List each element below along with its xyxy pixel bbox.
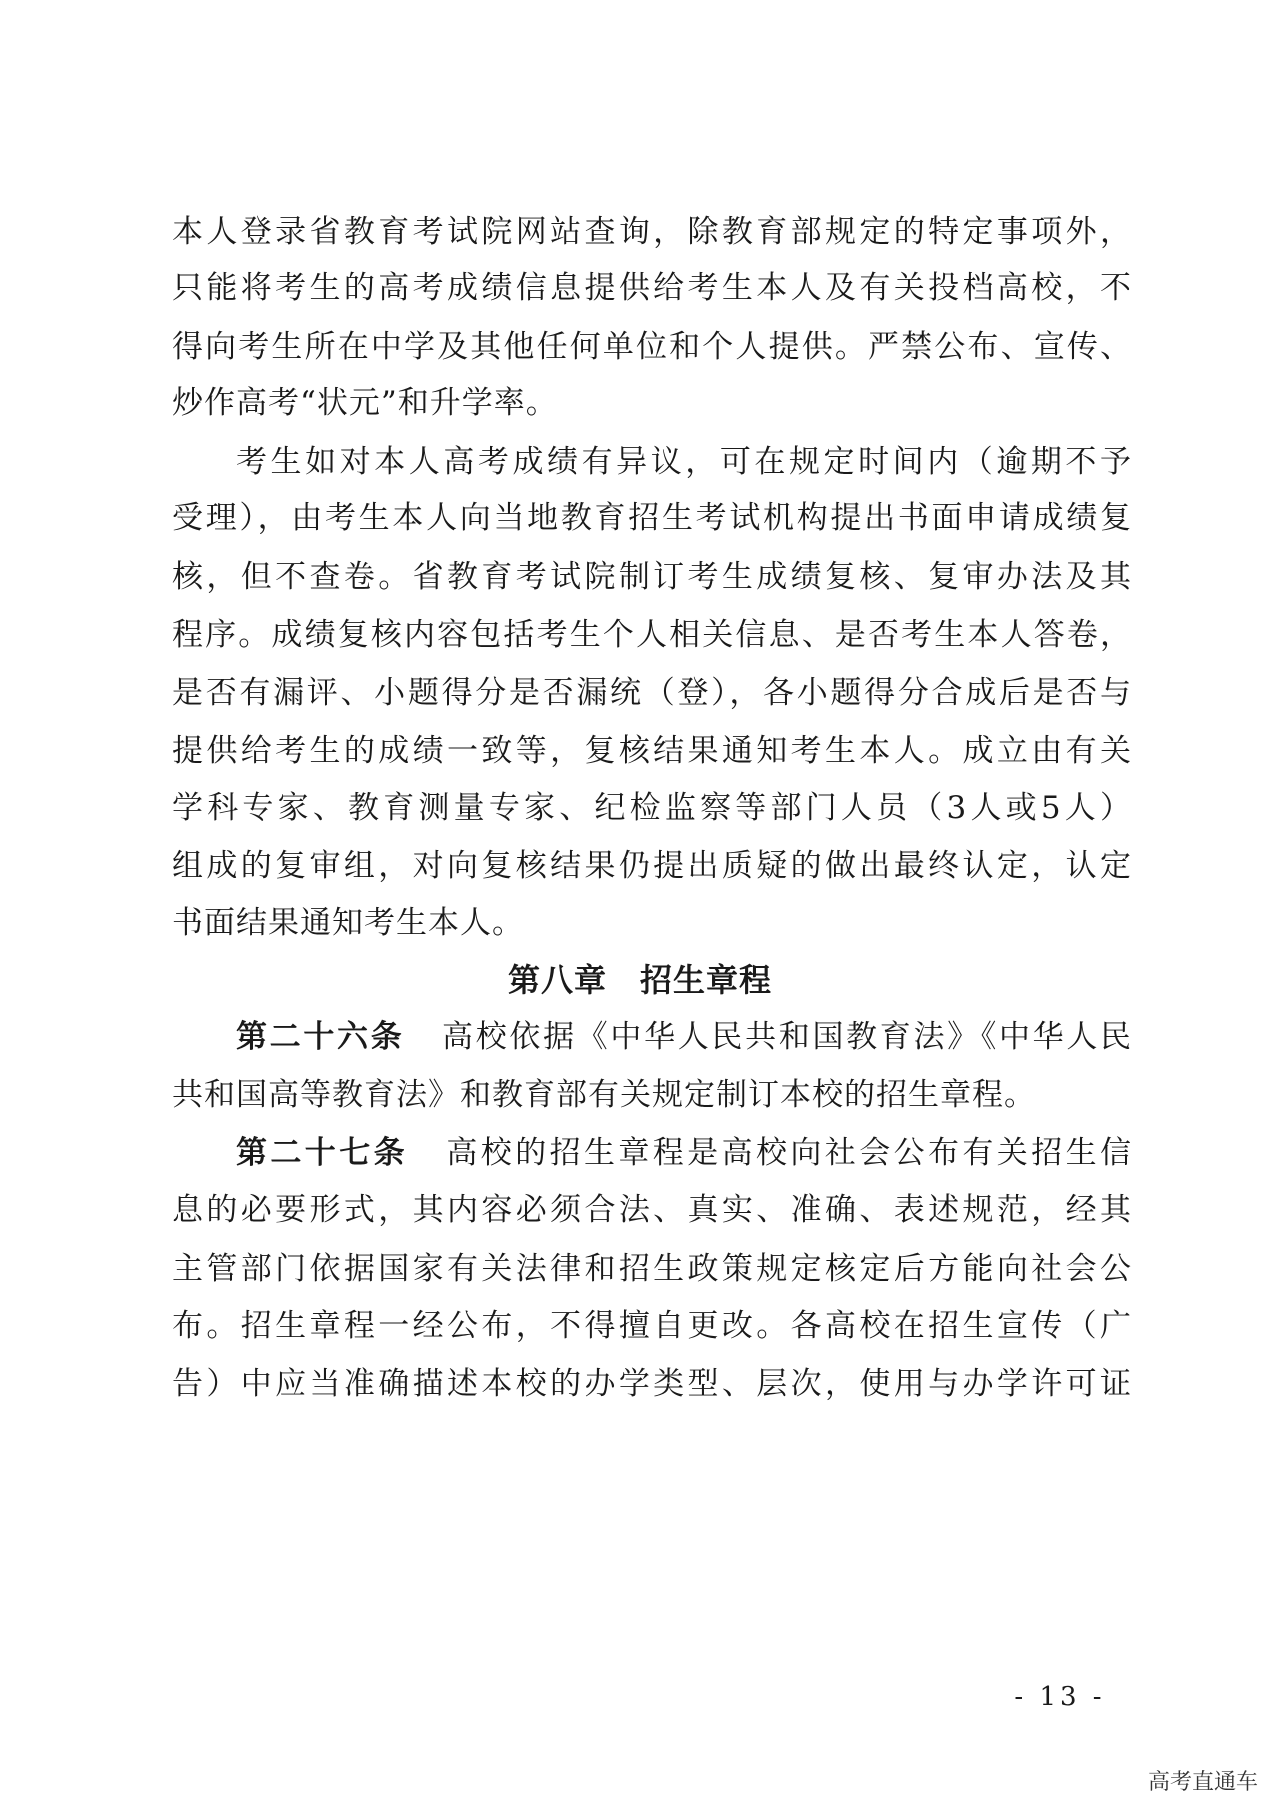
paragraph-line: 组成的复审组，对向复核结果仍提出质疑的做出最终认定，认定	[172, 848, 1132, 884]
article-title: 第二十七条	[236, 1135, 408, 1171]
paragraph-line: 只能将考生的高考成绩信息提供给考生本人及有关投档高校，不	[172, 270, 1132, 306]
paragraph-line: 炒作高考“状元”和升学率。	[172, 385, 558, 421]
paragraph-line: 主管部门依据国家有关法律和招生政策规定核定后方能向社会公	[172, 1251, 1132, 1287]
chapter-heading: 第八章 招生章程	[507, 961, 772, 999]
paragraph-line: 布。招生章程一经公布，不得擅自更改。各高校在招生宣传（广	[172, 1308, 1132, 1344]
paragraph-line: 受理），由考生本人向当地教育招生考试机构提出书面申请成绩复	[172, 500, 1132, 536]
page-number: - 13 -	[1014, 1682, 1106, 1712]
article-first-line	[236, 1133, 1132, 1173]
paragraph-line: 核，但不查卷。省教育考试院制订考生成绩复核、复审办法及其	[172, 559, 1132, 595]
article-text: 高校依据《中华人民共和国教育法》《中华人民	[440, 1019, 1133, 1055]
paragraph-line: 考生如对本人高考成绩有异议，可在规定时间内（逾期不予	[236, 444, 1132, 480]
article-first-line	[236, 1017, 1132, 1057]
article-title: 第二十六条	[236, 1019, 405, 1055]
paragraph-line: 告）中应当准确描述本校的办学类型、层次，使用与办学许可证	[172, 1366, 1132, 1402]
paragraph-line: 得向考生所在中学及其他任何单位和个人提供。严禁公布、宣传、	[172, 329, 1132, 365]
paragraph-line: 共和国高等教育法》和教育部有关规定制订本校的招生章程。	[172, 1077, 1036, 1113]
paragraph-line: 提供给考生的成绩一致等，复核结果通知考生本人。成立由有关	[172, 733, 1132, 769]
paragraph-line: 是否有漏评、小题得分是否漏统（登），各小题得分合成后是否与	[172, 675, 1132, 711]
paragraph-line: 学科专家、教育测量专家、纪检监察等部门人员（3人或5人）	[172, 790, 1132, 826]
article-text: 高校的招生章程是高校向社会公布有关招生信	[444, 1135, 1132, 1171]
paragraph-line: 息的必要形式，其内容必须合法、真实、准确、表述规范，经其	[172, 1192, 1132, 1228]
paragraph-line: 程序。成绩复核内容包括考生个人相关信息、是否考生本人答卷，	[172, 617, 1132, 653]
paragraph-line: 本人登录省教育考试院网站查询，除教育部规定的特定事项外，	[172, 214, 1132, 250]
paragraph-line: 书面结果通知考生本人。	[172, 905, 524, 941]
watermark-text: 高考直通车	[1147, 1770, 1258, 1795]
